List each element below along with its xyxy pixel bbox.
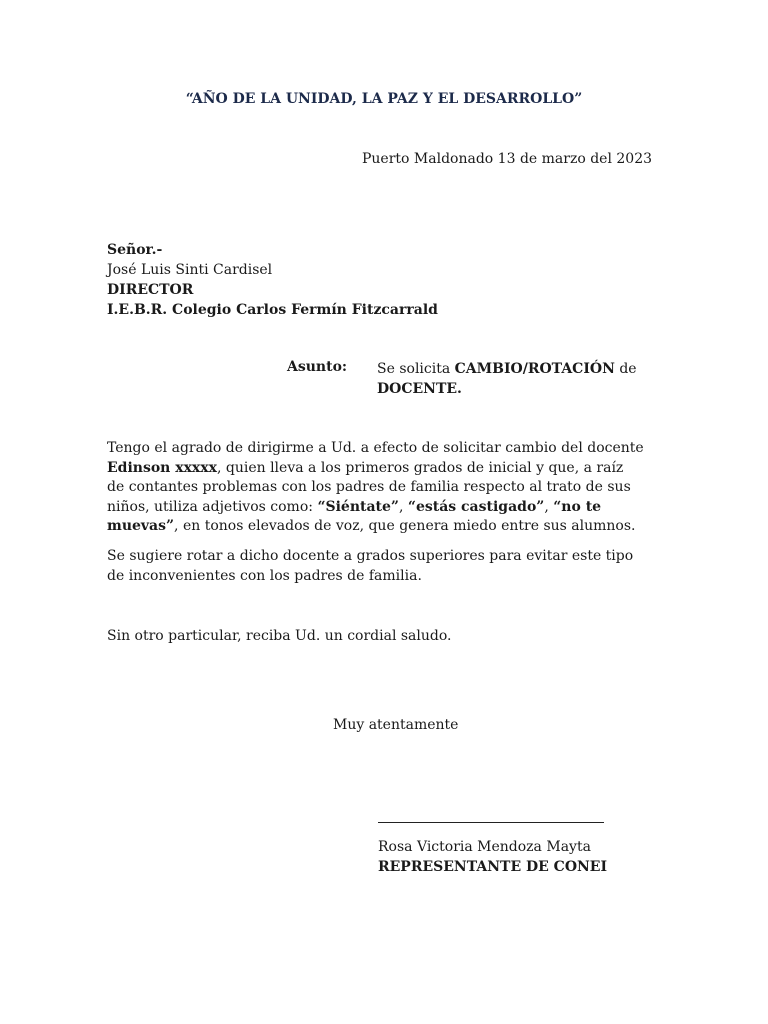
closing-line: Sin otro particular, reciba Ud. un cordial saludo. [107, 628, 452, 644]
recipient-institution: I.E.B.R. Colegio Carlos Fermín Fitzcarrald [107, 302, 438, 318]
letter-heading: “AÑO DE LA UNIDAD, LA PAZ Y EL DESARROLLO” [185, 91, 583, 107]
body-paragraph-2: Se sugiere rotar a dicho docente a grados superiores para evitar este tipo de inconvenientes con los padres de familia. [107, 548, 634, 584]
place-date: Puerto Maldonado 13 de marzo del 2023 [362, 151, 653, 167]
recipient-name: José Luis Sinti Cardisel [107, 262, 273, 278]
farewell: Muy atentamente [333, 717, 459, 733]
subject-label: Asunto: [287, 359, 348, 375]
teacher-name: Edinson xxxxx [107, 459, 217, 476]
recipient-position: DIRECTOR [107, 282, 194, 298]
body-paragraph-1: Tengo el agrado de dirigirme a Ud. a efecto de solicitar cambio del docente Edinson xxxxx, quien lleva a los primeros grados de inicial y que, a raíz de contantes problemas con los padres de familia respecto al trato de sus niños, utiliza adjetivos como: “Siéntate”, “estás castigado”, “no te muevas”, en tonos elevados de voz, que genera miedo entre sus alumnos. [107, 440, 644, 534]
signer-name: Rosa Victoria Mendoza Mayta [378, 839, 591, 855]
signer-role: REPRESENTANTE DE CONEI [378, 859, 608, 875]
subject-text: Se solicita CAMBIO/ROTACIÓN de DOCENTE. [377, 361, 637, 397]
recipient-salutation: Señor.- [107, 242, 163, 258]
signature-line [378, 822, 604, 823]
